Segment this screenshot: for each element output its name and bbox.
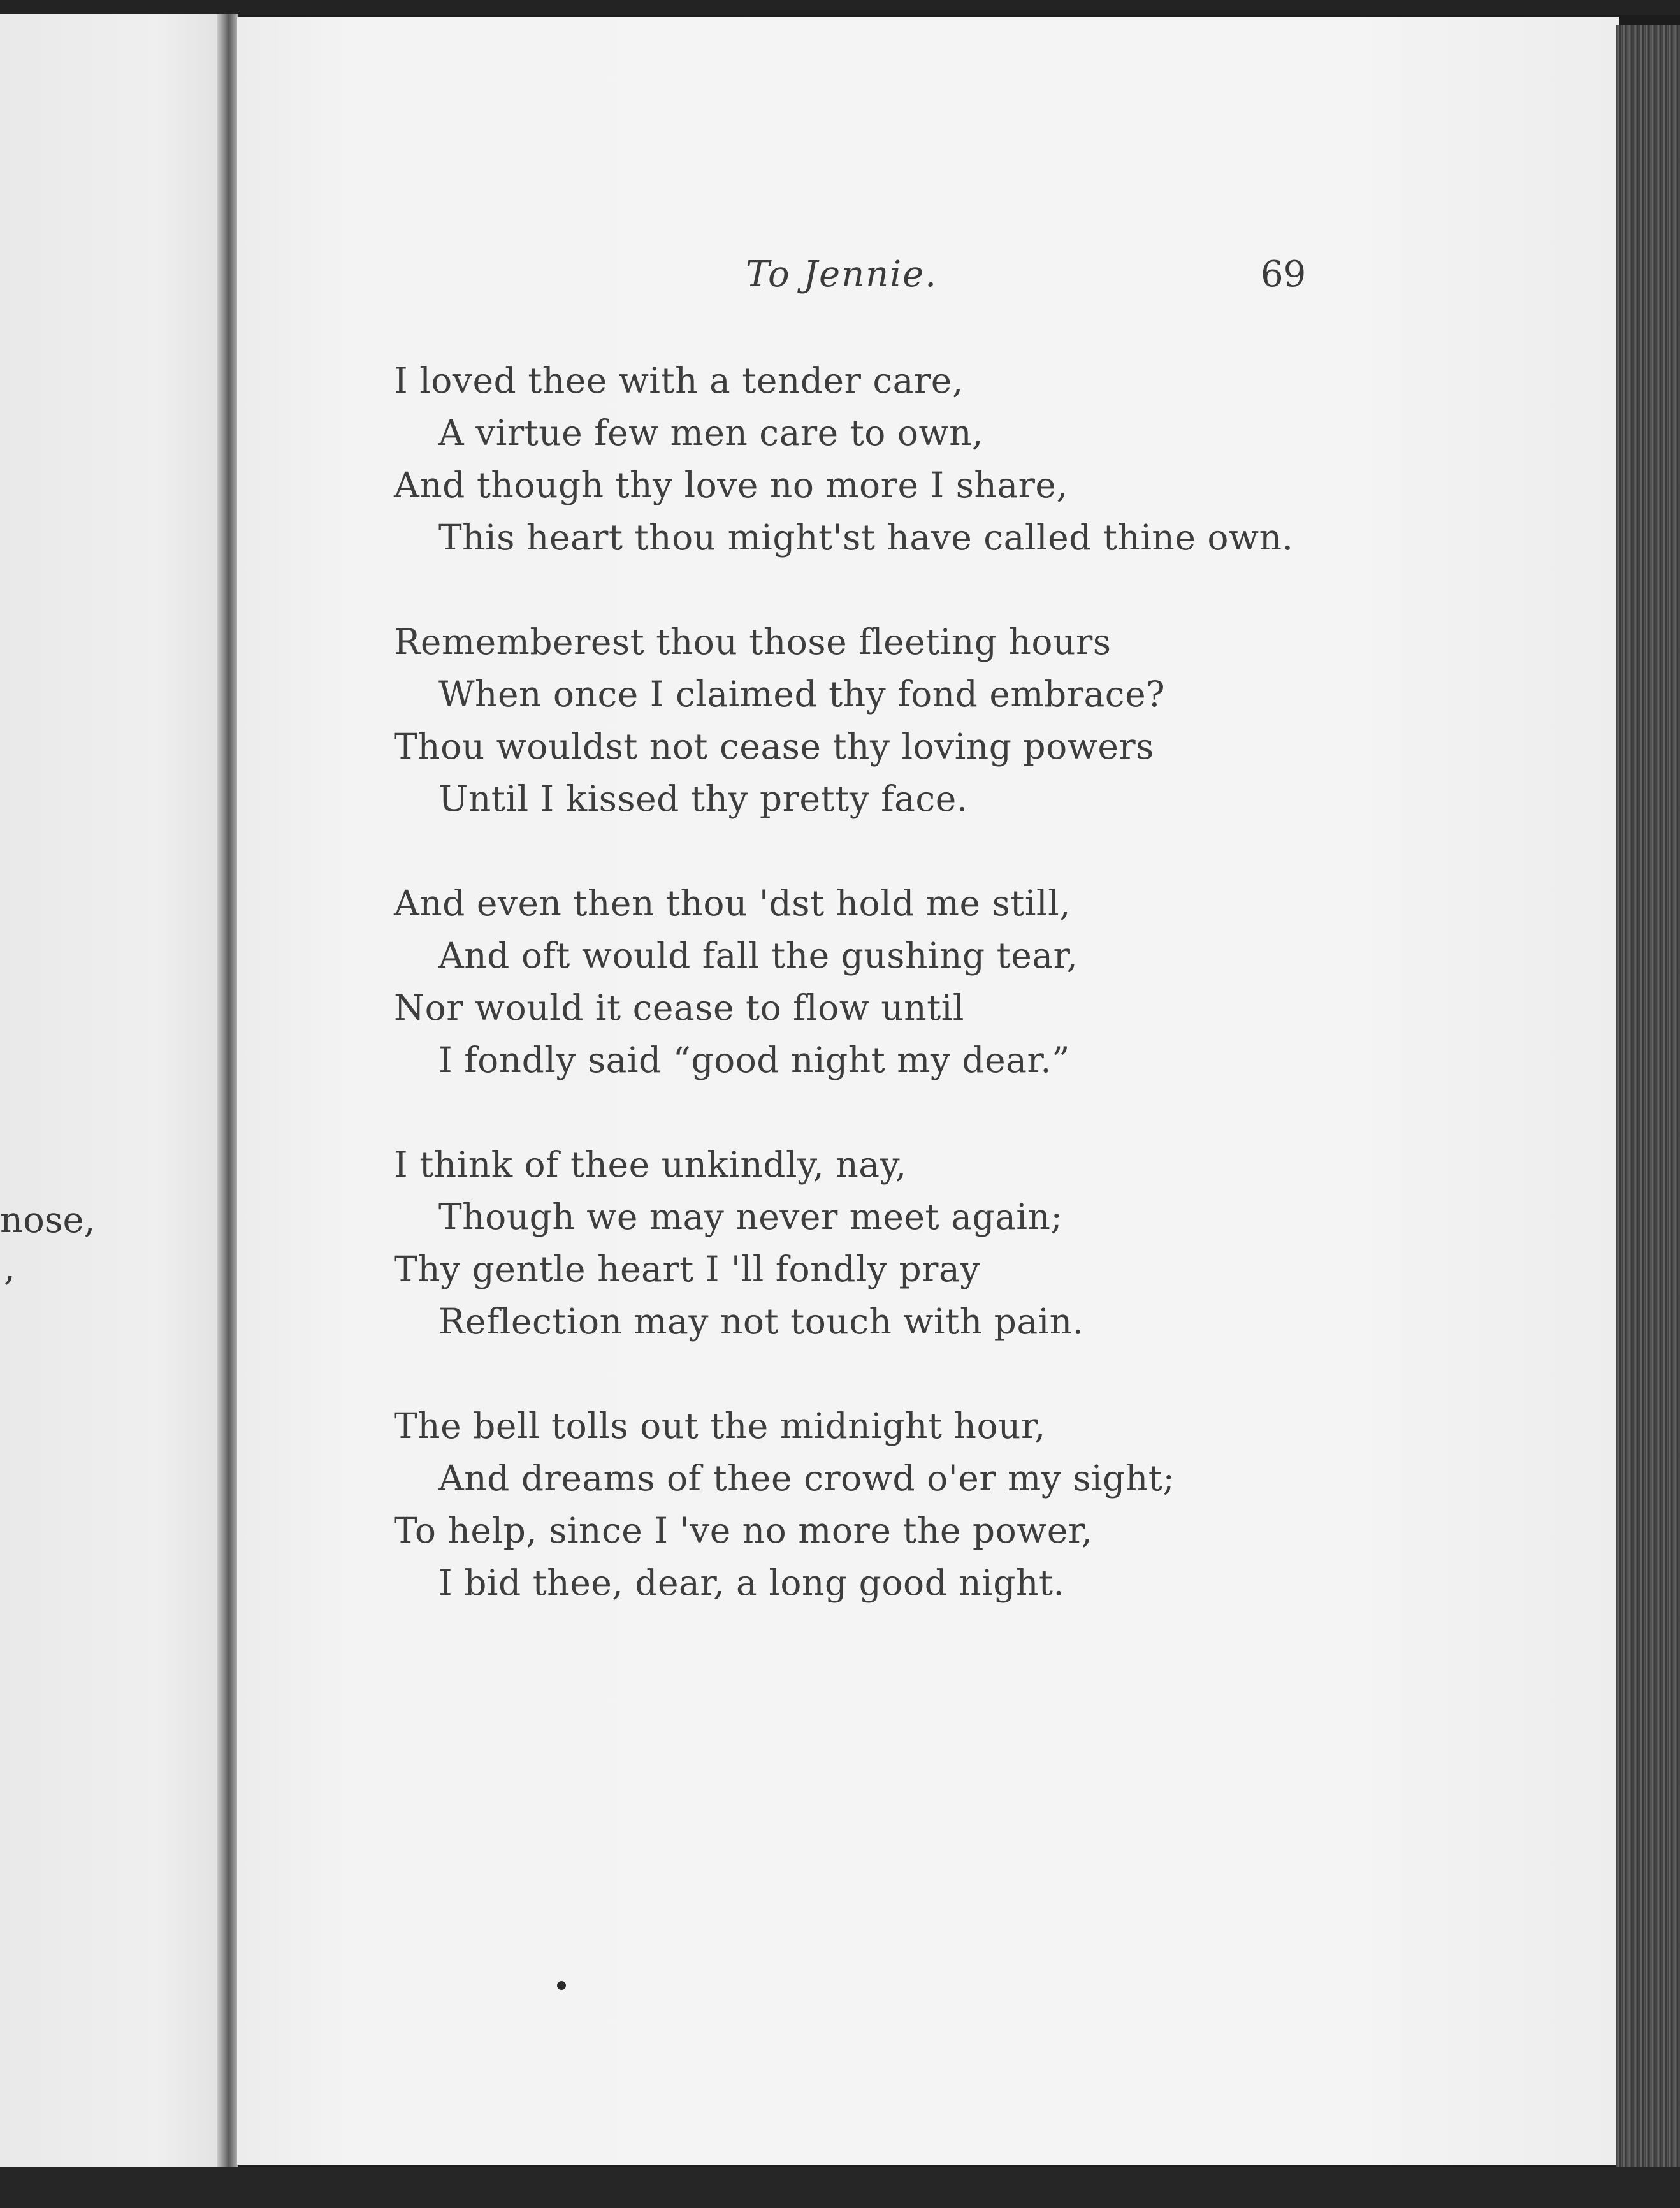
poem-line: And dreams of thee crowd o'er my sight; bbox=[438, 1458, 1175, 1499]
poem-line: When once I claimed thy fond embrace? bbox=[438, 674, 1166, 715]
stanza-5 bbox=[394, 1400, 1414, 1609]
poem-line: And even then thou 'dst hold me still, bbox=[394, 883, 1071, 924]
poem-line: The bell tolls out the midnight hour, bbox=[394, 1405, 1046, 1446]
ink-speck bbox=[557, 1981, 566, 1990]
book-gutter bbox=[217, 14, 238, 2168]
left-page-fragment: nose, bbox=[0, 1200, 96, 1241]
stanza-1 bbox=[394, 354, 1414, 563]
poem-line: To help, since I 've no more the power, bbox=[394, 1510, 1093, 1551]
poem-line: I fondly said “good night my dear.” bbox=[438, 1040, 1070, 1080]
poem-line: I bid thee, dear, a long good night. bbox=[438, 1562, 1065, 1603]
left-page-fragment: , bbox=[4, 1247, 15, 1289]
stanza-3 bbox=[394, 877, 1414, 1086]
poem-line: I loved thee with a tender care, bbox=[394, 360, 964, 401]
scan-bottom-border bbox=[0, 2167, 1680, 2208]
poem-line: This heart thou might'st have called thine own. bbox=[438, 517, 1294, 558]
poem-line: Thy gentle heart I 'll fondly pray bbox=[394, 1249, 980, 1289]
page-edges bbox=[1616, 25, 1680, 2186]
poem-line: And though thy love no more I share, bbox=[394, 465, 1068, 505]
poem bbox=[394, 354, 1414, 1661]
page-number: 69 bbox=[1261, 254, 1307, 295]
poem-line: And oft would fall the gushing tear, bbox=[438, 935, 1078, 976]
left-page bbox=[0, 14, 223, 2168]
poem-line: Thou wouldst not cease thy loving powers bbox=[394, 726, 1154, 767]
running-head: To Jennie. bbox=[746, 254, 938, 295]
poem-line: Though we may never meet again; bbox=[438, 1196, 1063, 1237]
poem-line: A virtue few men care to own, bbox=[438, 412, 983, 453]
scan-top-border bbox=[0, 0, 1680, 15]
poem-line: Nor would it cease to flow until bbox=[394, 987, 964, 1028]
poem-line: I think of thee unkindly, nay, bbox=[394, 1144, 907, 1185]
poem-line: Rememberest thou those fleeting hours bbox=[394, 621, 1112, 662]
stanza-4 bbox=[394, 1138, 1414, 1347]
stanza-2 bbox=[394, 616, 1414, 825]
poem-line: Reflection may not touch with pain. bbox=[438, 1301, 1084, 1342]
poem-line: Until I kissed thy pretty face. bbox=[438, 778, 968, 819]
